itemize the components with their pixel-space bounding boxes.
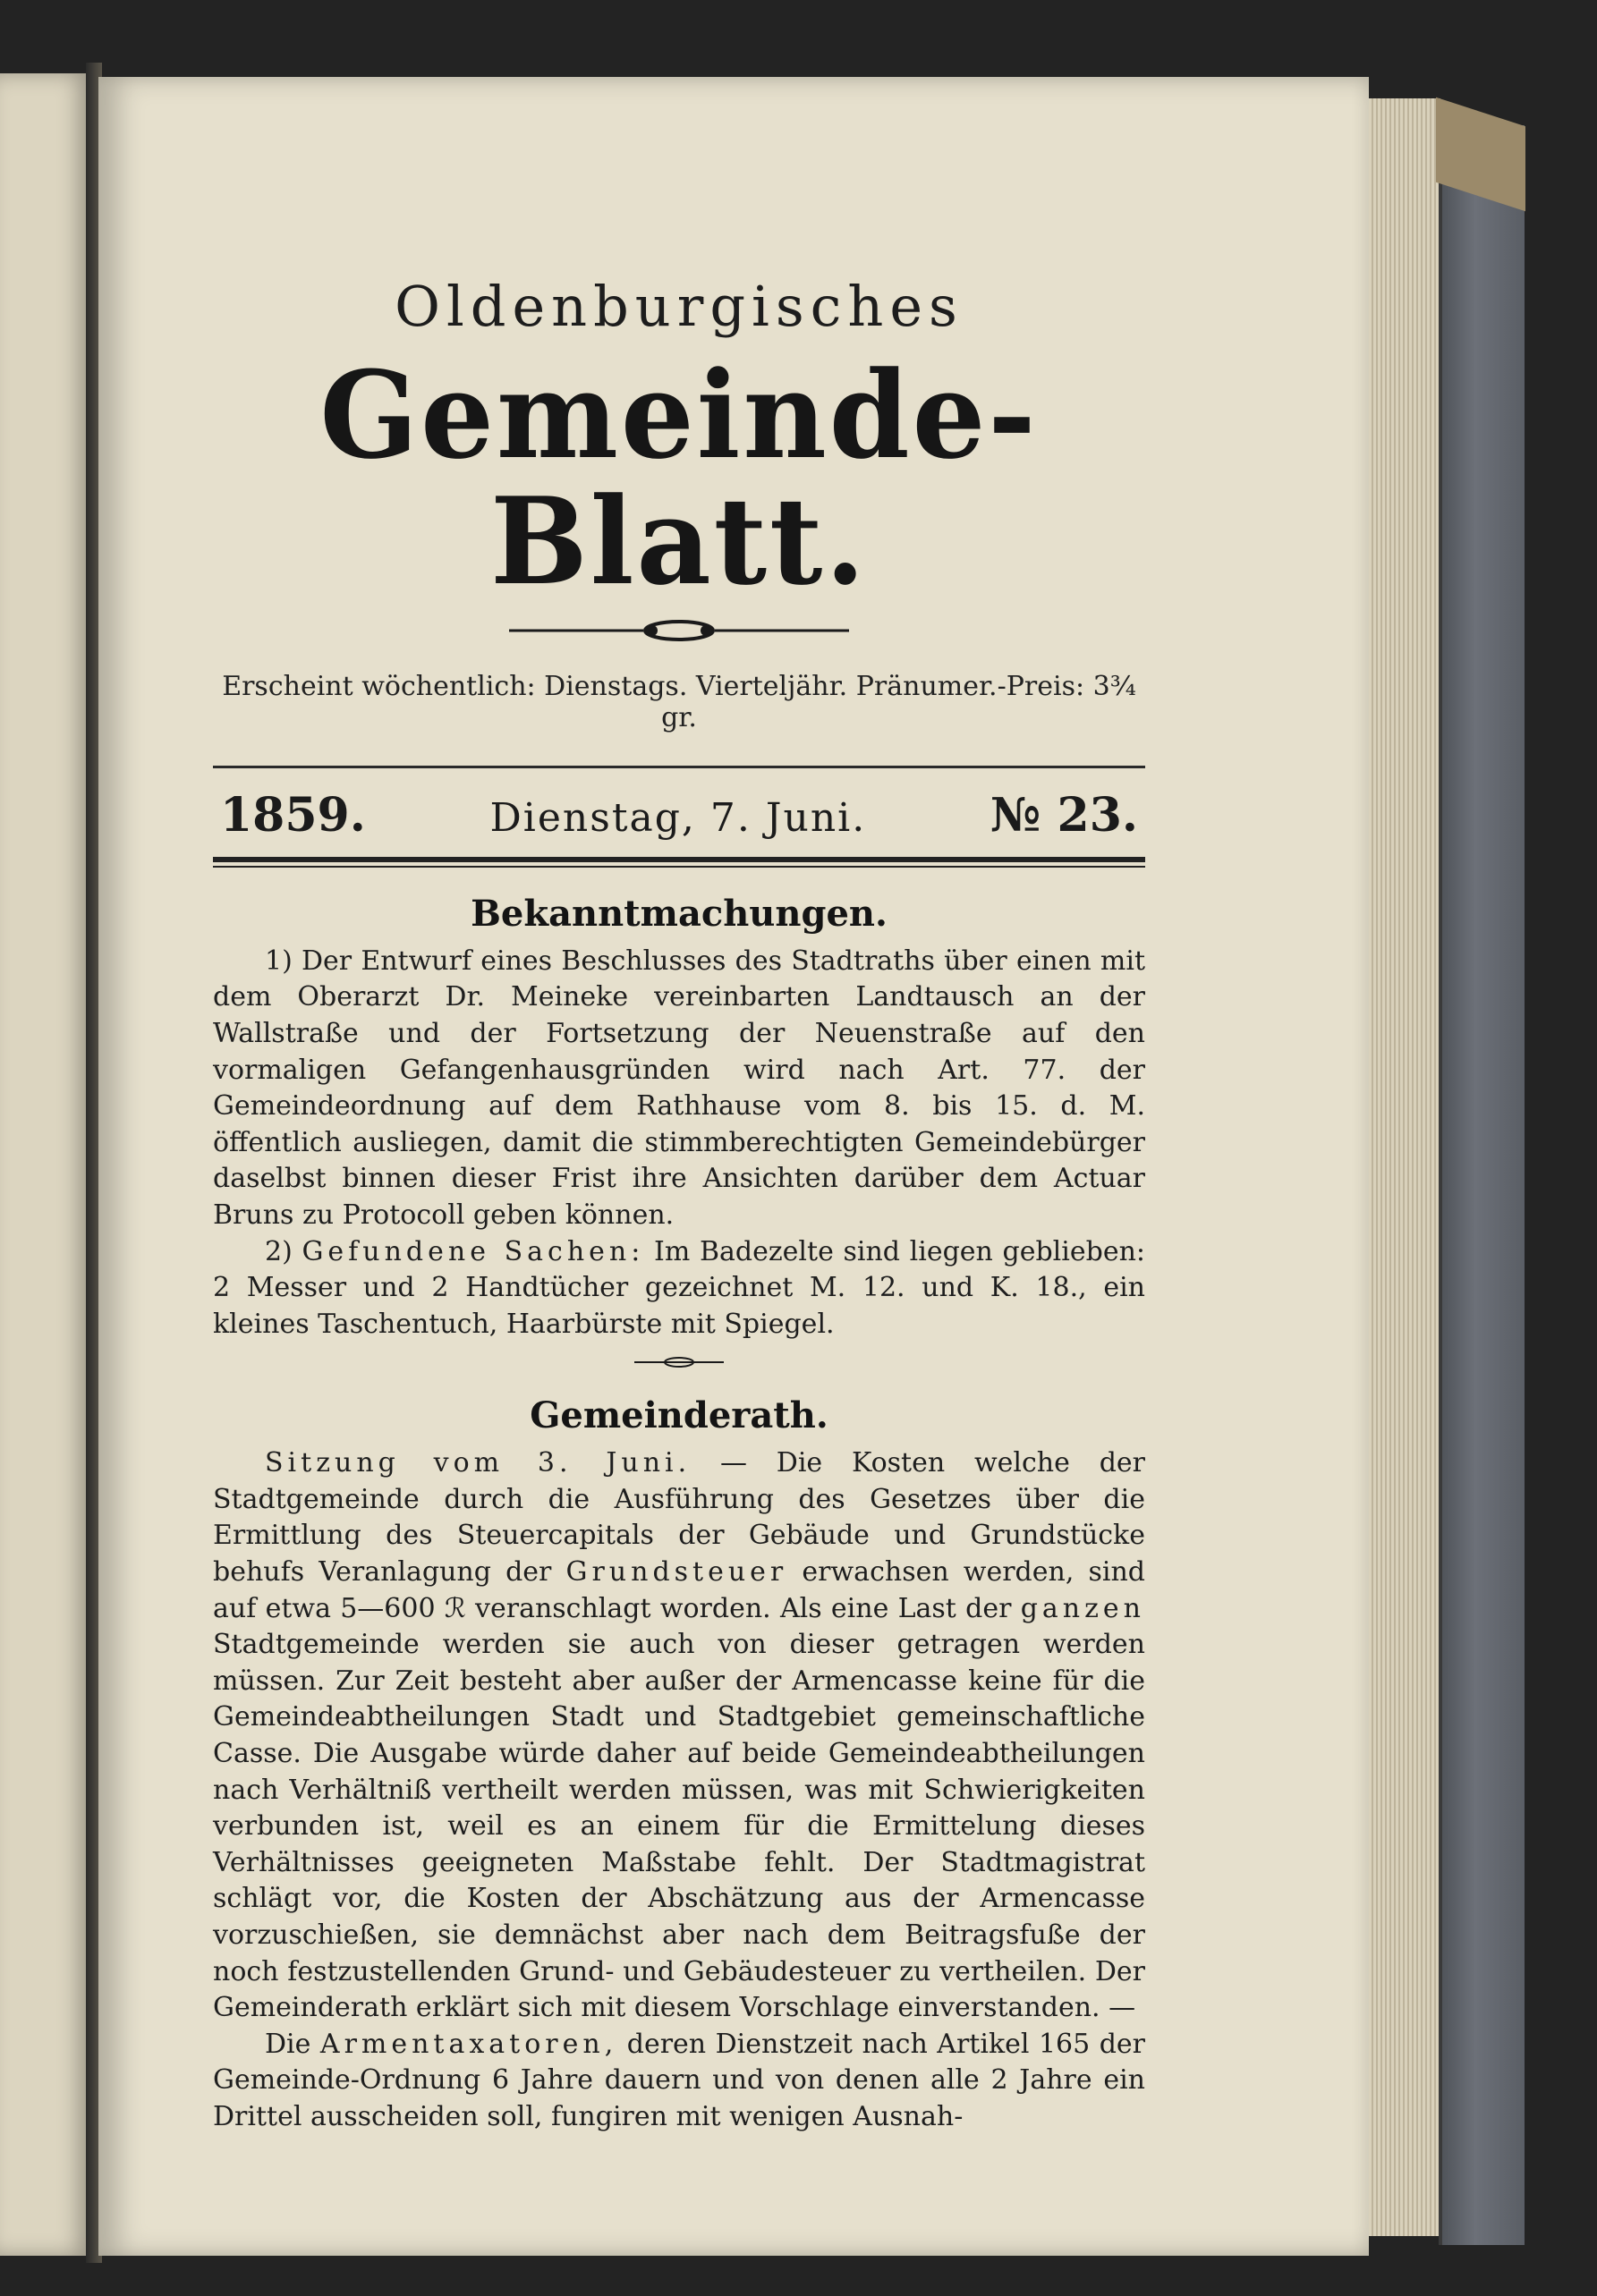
dateline — [213, 788, 1145, 843]
issue-number: № 23. — [990, 787, 1138, 843]
announcement-2-text: Im Badezelte sind liegen geblieben: 2 Messer und 2 Handtücher gezeichnet M. 12. und K. 18., ein kleines Taschentuch, Haarbürste mit Spiegel. — [213, 1235, 1145, 1340]
announcement-1: 1) Der Entwurf eines Beschlusses des Stadtraths über einen mit dem Oberarzt Dr. Meineke vereinbarten Landtausch an der Wallstraße und der Fortsetzung der Neuenstraße auf den vormaligen Gefangenhausgründen wird nach Art. 77. der Gemeindeordnung auf dem Rathhause vom 8. bis 15. d. M. öffentlich ausliegen, damit die stimmberechtigten Gemeindebürger daselbst binnen dieser Frist ihre Ansichten darüber dem Actuar Bruns zu Protocoll geben können. — [213, 945, 1145, 1231]
section-heading-council: Gemeinderath. — [530, 1394, 828, 1437]
council-text-b: erwachsen werden, sind auf etwa 5—600 ℛ veranschlagt worden. Als eine Last der — [213, 1556, 1145, 1624]
issue-date: Dienstag, 7. Juni. — [489, 794, 867, 841]
council-term-grundsteuer: Grundsteuer — [565, 1556, 788, 1589]
council-term-armentaxatoren: Armentaxatoren, — [319, 2028, 618, 2060]
small-ornament — [634, 1355, 724, 1369]
council-text-a: — Die Kosten welche der Stadtgemeinde durch die Ausführung des Gesetzes über die Ermittlung des Steuercapitals der Gebäude und Grundstücke behufs Veranlagung der — [213, 1447, 1145, 1589]
ornament-divider — [509, 617, 849, 644]
council-session-date: Sitzung vom 3. Juni. — [265, 1447, 692, 1479]
book-cover — [1439, 125, 1525, 2245]
publication-info: Erscheint wöchentlich: Dienstags. Vierteljähr. Pränumer.-Preis: 3¾ gr. — [222, 670, 1136, 733]
council-term-ganzen: ganzen — [1020, 1592, 1145, 1624]
announcement-2-spaced: Gefundene Sachen: — [302, 1235, 645, 1267]
council-p2-lead: Die — [265, 2028, 311, 2060]
left-page-edge — [0, 73, 91, 2256]
announcement-2 — [213, 1234, 1145, 1343]
issue-year: 1859. — [220, 787, 366, 843]
council-paragraph-2 — [213, 2027, 1145, 2136]
double-rule — [213, 857, 1145, 868]
council-text-c: Stadtgemeinde werden sie auch von dieser getragen werden müssen. Zur Zeit besteht aber außer der Armencasse keine für die Gemeindeabtheilungen Stadt und Stadtgebiet gemeinschaftliche Casse. Die Ausgabe würde daher auf beide Gemeindeabtheilungen nach Verhältniß vertheilt werden müssen, was mit Schwierigkeiten verbunden ist, weil es an einem für die Ermittelung dieses Verhältnisses geeigneten Maßstabe fehlt. Der Stadtmagistrat schlägt vor, die Kosten der Abschätzung aus der Armencasse vorzuschießen, sie demnächst aber nach dem Beitragsfuße der noch festzustellenden Grund- und Gebäudesteuer zu vertheilen. Der Gemeinderath erklärt sich mit diesem Vorschlage einverstanden. — — [213, 1629, 1145, 2024]
section-heading-announcements: Bekanntmachungen. — [471, 892, 888, 935]
page-content — [213, 259, 1145, 2136]
council-paragraph-1 — [213, 1445, 1145, 2027]
masthead-title: Gemeinde-Blatt. — [319, 344, 1039, 613]
council-p2-text: deren Dienstzeit nach Artikel 165 der Gemeinde-Ordnung 6 Jahre dauern und von denen alle 2 Jahre ein Drittel ausscheiden soll, fungiren mit wenigen Ausnah- — [213, 2028, 1146, 2132]
announcement-2-lead: 2) — [265, 1235, 293, 1267]
rule — [213, 766, 1145, 768]
page-edges — [1369, 98, 1440, 2236]
masthead-line-1: Oldenburgisches — [395, 274, 964, 339]
